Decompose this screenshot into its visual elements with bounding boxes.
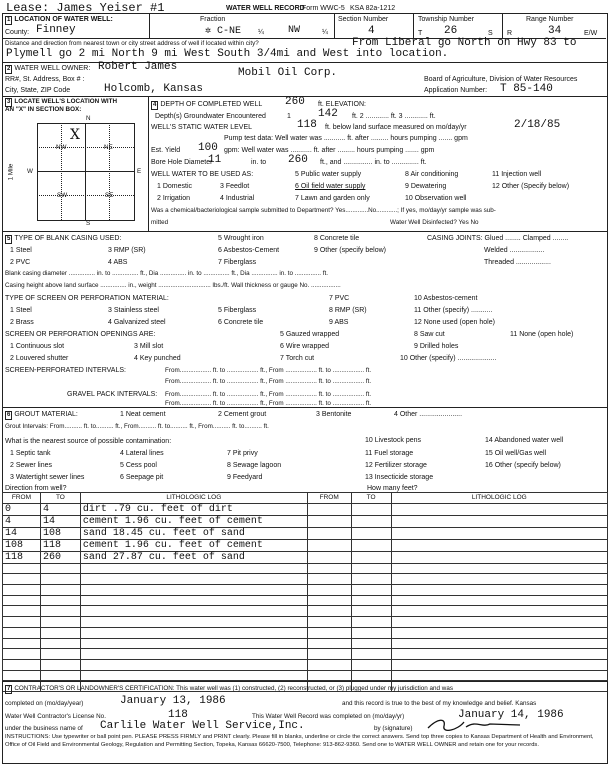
ksa-reference: KSA 82a-1212 (350, 5, 396, 12)
table-row: 4 14 cement 1.96 cu. feet of cement (3, 515, 608, 527)
log-header-to: TO (40, 493, 80, 504)
table-row: 108 118 cement 1.96 cu. feet of cement (3, 539, 608, 551)
form-number: Form WWC-5 (302, 5, 345, 12)
static-level-value: 118 (297, 119, 317, 131)
signature-image (424, 716, 524, 732)
grout-bentonite[interactable]: 3 Bentonite (316, 411, 352, 418)
contam-cess-pool[interactable]: 5 Cess pool (120, 462, 157, 469)
screen-intervals-label: SCREEN-PERFORATED INTERVALS: (5, 367, 126, 374)
township-number: 26 (444, 25, 458, 37)
casing-threaded: Threaded .................. (484, 259, 551, 266)
grout-neat-cement[interactable]: 1 Neat cement (120, 411, 166, 418)
quadrant-se: SE (105, 192, 114, 199)
instructions: INSTRUCTIONS: Use typewriter or ball point pen. PLEASE PRESS FIRMLY and PRINT clearly. Please fill in blanks, underline or circle the correct answers. Send top three copies to Kansas Department of Health and Environment, Office of Oil Field and Environmental Geology, Regulation and Permitting Section, Topeka, Kansas 66620-7500, Telephone: 913-862-9360. Send one to WATER WELL OWNER and retain one for your records. (5, 734, 594, 748)
screen-rmp[interactable]: 8 RMP (SR) (329, 307, 367, 314)
casing-label: 5 TYPE OF BLANK CASING USED: (7, 235, 122, 242)
contam-fuel[interactable]: 11 Fuel storage (365, 450, 414, 457)
table-row (3, 595, 608, 606)
quadrant-nw: NW (56, 144, 67, 151)
business-label: under the business name of (5, 725, 83, 732)
company-name: Mobil Oil Corp. (238, 67, 338, 79)
table-row (3, 659, 608, 670)
gravel-intervals-label: GRAVEL PACK INTERVALS: (67, 391, 158, 398)
contam-sewage-lagoon[interactable]: 8 Sewage lagoon (227, 462, 282, 469)
groundwater-index: 1 (287, 113, 291, 120)
opening-continuous-slot[interactable]: 1 Continuous slot (10, 343, 65, 350)
quarter-mark-2: ¼ (322, 29, 328, 36)
casing-pvc[interactable]: 2 PVC (10, 259, 31, 266)
contamination-label: What is the nearest source of possible contamination: (5, 438, 172, 445)
bore-label: Bore Hole Diameter (151, 159, 213, 166)
distance-label: Distance and direction from nearest town or city street address of well if located within city? (5, 40, 259, 47)
table-row (3, 563, 608, 574)
casing-welded: Welded .................. (484, 247, 545, 254)
completed-label: completed on (mo/day/year) (5, 700, 84, 707)
range-label: Range Number (526, 16, 574, 23)
how-many-feet-label: How many feet? (367, 485, 418, 492)
screen-intervals-2: From.................. ft. to .................. ft., From .................. ft. to .................. ft. (165, 378, 372, 385)
completed-date: January 13, 1986 (120, 695, 226, 707)
license-label: Water Well Contractor's License No. (5, 713, 106, 720)
gravel-intervals-2: From.................. ft. to .................. ft., From .................. ft. to .................. ft. (165, 400, 372, 407)
screen-stainless[interactable]: 3 Stainless steel (108, 307, 159, 314)
use-injection-well[interactable]: 11 Injection well (492, 171, 542, 178)
form-title: WATER WELL RECORD (226, 5, 305, 12)
quadrant-sw: SW (57, 192, 68, 199)
county-value: Finney (36, 24, 76, 36)
contam-fertilizer[interactable]: 12 Fertilizer storage (365, 462, 427, 469)
screen-label: TYPE OF SCREEN OR PERFORATION MATERIAL: (5, 295, 169, 302)
screen-galvanized[interactable]: 4 Galvanized steel (108, 319, 166, 326)
screen-brass[interactable]: 2 Brass (10, 319, 34, 326)
use-lawn-garden[interactable]: 7 Lawn and garden only (295, 195, 370, 202)
license-number: 118 (168, 709, 188, 721)
groundwater-label: Depth(s) Groundwater Encountered (155, 113, 266, 120)
screen-abs[interactable]: 9 ABS (329, 319, 349, 326)
casing-steel[interactable]: 1 Steel (10, 247, 32, 254)
opening-mill-slot[interactable]: 3 Mill slot (134, 343, 164, 350)
grout-other[interactable]: 4 Other ...................... (394, 411, 463, 418)
opening-louvered[interactable]: 2 Louvered shutter (10, 355, 69, 362)
distance-line-1: From Liberal go North on Hwy 83 to (352, 37, 577, 49)
table-row: 0 4 dirt .79 cu. feet of dirt (3, 503, 608, 515)
quarter-mark: ¼ (258, 29, 264, 36)
use-domestic[interactable]: 1 Domestic (157, 183, 193, 190)
table-row (3, 574, 608, 585)
grout-label: 6 GROUT MATERIAL: (7, 411, 78, 418)
casing-rmp[interactable]: 3 RMP (SR) (108, 247, 146, 254)
bore-diameter: 11 (208, 154, 222, 166)
log-header-lithologic: LITHOLOGIC LOG (80, 493, 307, 504)
contam-oil-gas-well[interactable]: 15 Oil well/Gas well (485, 450, 547, 457)
opening-key-punched[interactable]: 4 Key punched (134, 355, 181, 362)
screen-other[interactable]: 11 Other (specify) ........... (414, 307, 493, 314)
board-label: Board of Agriculture, Division of Water Resources (424, 76, 578, 83)
bore-depth: 260 (288, 154, 308, 166)
opening-torch-cut[interactable]: 7 Torch cut (280, 355, 315, 362)
signature-label: by (signature) (374, 725, 413, 732)
casing-other[interactable]: 9 Other (specify below) (314, 247, 386, 254)
location-x-mark: X (70, 127, 80, 143)
section-number: 4 (368, 25, 375, 37)
section-grid (37, 123, 135, 221)
table-row: 118 260 sand 27.87 cu. feet of sand (3, 551, 608, 563)
elevation-label: ft. ELEVATION: (318, 101, 366, 108)
contam-pit-privy[interactable]: 7 Pit privy (227, 450, 258, 457)
opening-other[interactable]: 10 Other (specify) .................... (400, 355, 497, 362)
table-row (3, 649, 608, 660)
section-3-subtitle: AN "X" IN SECTION BOX: (5, 106, 82, 113)
east-label: E (137, 168, 142, 175)
section-1-title: 1 LOCATION OF WATER WELL: (7, 16, 113, 23)
table-row (3, 585, 608, 596)
range-prefix: R (507, 30, 513, 37)
owner-name: Robert James (98, 61, 178, 73)
gravel-intervals-1: From.................. ft. to .................. ft., From .................. ft. to .................. ft. (165, 391, 372, 398)
grout-intervals: Grout Intervals: From.......... ft. to.......... ft., From.......... ft. to.......... ft., From.......... ft. to.......... ft. (5, 423, 269, 430)
table-row: 14 108 sand 18.45 cu. feet of sand (3, 527, 608, 539)
use-feedlot[interactable]: 3 Feedlot (220, 183, 250, 190)
screen-asbestos[interactable]: 10 Asbestos-cement (414, 295, 478, 302)
table-row (3, 617, 608, 628)
bore-to-label: in. to (251, 159, 267, 166)
static-level-label: WELL'S STATIC WATER LEVEL (151, 124, 253, 131)
screen-steel[interactable]: 1 Steel (10, 307, 32, 314)
table-row (3, 627, 608, 638)
log-header-from: FROM (3, 493, 41, 504)
yield-label: Est. Yield (151, 147, 181, 154)
contam-insecticide[interactable]: 13 Insecticide storage (365, 474, 434, 481)
table-row (3, 606, 608, 617)
opening-wire-wrapped[interactable]: 6 Wire wrapped (280, 343, 330, 350)
table-row (3, 670, 608, 681)
contam-livestock[interactable]: 10 Livestock pens (365, 437, 422, 444)
township-suffix: S (488, 30, 493, 37)
city-label: City, State, ZIP Code (5, 87, 71, 94)
application-number: T 85-140 (500, 83, 553, 95)
range-number: 34 (548, 25, 562, 37)
fraction-label: Fraction (200, 16, 226, 23)
disinfected-label: Water Well Disinfected? Yes No (390, 219, 479, 226)
yield-value: 100 (198, 142, 218, 154)
west-label: W (27, 168, 33, 175)
distance-line-2: Plymell go 2 mi North 9 mi West South 3/4mi and West into location. (6, 48, 449, 60)
opening-saw-cut[interactable]: 8 Saw cut (414, 331, 445, 338)
section-number-label: Section Number (338, 16, 389, 23)
static-level-rest: ft. below land surface measured on mo/day/yr (325, 124, 467, 131)
certification-line-1: 7 CONTRACTOR'S OR LANDOWNER'S CERTIFICATION: This water well was (1) constructed, (2) reconstructed, or (3) plugged under my jurisdiction and was (7, 685, 453, 692)
opening-gauzed[interactable]: 5 Gauzed wrapped (280, 331, 340, 338)
record-completed-date: January 14, 1986 (458, 709, 564, 721)
casing-wrought-iron[interactable]: 5 Wrought iron (218, 235, 264, 242)
business-name: Carlile Water Well Service,Inc. (100, 720, 305, 732)
north-label: N (86, 115, 91, 122)
township-label: Township Number (418, 16, 475, 23)
lithologic-log-table (2, 492, 608, 692)
contam-other[interactable]: 16 Other (specify below) (485, 462, 561, 469)
bore-rest: ft., and ............... in. to .............. ft. (320, 159, 427, 166)
use-public-water-supply[interactable]: 5 Public water supply (295, 171, 362, 178)
use-air-conditioning[interactable]: 8 Air conditioning (405, 171, 459, 178)
groundwater-value: 142 (318, 108, 338, 120)
fraction-value: ✲ C-NE (205, 26, 242, 37)
yield-rest: gpm: Well water was ........... ft. after ......... hours pumping ....... gpm (224, 147, 435, 154)
pump-test-label: Pump test data: Well water was ........... ft. after ......... hours pumping ....... gpm (224, 135, 468, 142)
lease-title: Lease: James Yeiser #1 (6, 1, 165, 15)
owner-label: 2 WATER WELL OWNER: (7, 65, 91, 72)
casing-fiberglass[interactable]: 7 Fiberglass (218, 259, 257, 266)
screen-intervals-1: From.................. ft. to .................. ft., From .................. ft. to .................. ft. (165, 367, 372, 374)
casing-height: Casing height above land surface ............... in., weight .............................. lbs./ft. Wall thickness or gauge No. ................. (5, 282, 341, 289)
certification-line-2: and this record is true to the best of my knowledge and belief. Kansas (342, 700, 537, 707)
use-industrial[interactable]: 4 Industrial (220, 195, 255, 202)
contam-watertight[interactable]: 3 Watertight sewer lines (10, 474, 85, 481)
log-header-to-2: TO (351, 493, 391, 504)
record-completed-label: This Water Well Record was completed on (mo/day/yr) (252, 713, 405, 720)
use-irrigation[interactable]: 2 Irrigation (157, 195, 191, 202)
use-oil-field-water-supply[interactable]: 6 Oil field water supply (295, 183, 366, 190)
use-other[interactable]: 12 Other (Specify below) (492, 183, 570, 190)
static-level-date: 2/18/85 (514, 119, 561, 131)
table-row (3, 638, 608, 649)
direction-label: Direction from well? (5, 485, 67, 492)
depth-label: 4 DEPTH OF COMPLETED WELL (153, 101, 263, 108)
mile-label: 1 Mile (7, 163, 15, 181)
contam-lateral[interactable]: 4 Lateral lines (120, 450, 164, 457)
screen-none[interactable]: 12 None used (open hole) (414, 319, 495, 326)
county-label: County: (5, 29, 30, 36)
casing-abs[interactable]: 4 ABS (108, 259, 128, 266)
screen-pvc[interactable]: 7 PVC (329, 295, 350, 302)
log-header-from-2: FROM (307, 493, 351, 504)
screen-fiberglass[interactable]: 5 Fiberglass (218, 307, 257, 314)
casing-joints: CASING JOINTS: Glued ........ Clamped ........ (427, 235, 569, 242)
screen-concrete[interactable]: 6 Concrete tile (218, 319, 264, 326)
casing-asbestos[interactable]: 6 Asbestos-Cement (218, 247, 280, 254)
contam-feedyard[interactable]: 9 Feedyard (227, 474, 263, 481)
groundwater-rest: ft. 2 ............ ft. 3 ............ ft. (352, 113, 436, 120)
range-suffix: E/W (584, 30, 598, 37)
use-dewatering[interactable]: 9 Dewatering (405, 183, 447, 190)
casing-concrete-tile[interactable]: 8 Concrete tile (314, 235, 360, 242)
township-prefix: T (418, 30, 423, 37)
openings-label: SCREEN OR PERFORATION OPENINGS ARE: (5, 331, 156, 338)
use-observation-well[interactable]: 10 Observation well (405, 195, 467, 202)
opening-none[interactable]: 11 None (open hole) (510, 331, 574, 338)
contam-abandoned-well[interactable]: 14 Abandoned water well (485, 437, 564, 444)
south-label: S (86, 220, 91, 227)
application-label: Application Number: (424, 87, 488, 94)
quadrant-ne: NE (104, 144, 113, 151)
contam-septic[interactable]: 1 Septic tank (10, 450, 51, 457)
section-3-title: 3 LOCATE WELL'S LOCATION WITH (7, 98, 118, 105)
chem-sample-mitted: mitted (151, 219, 169, 226)
grout-cement-grout[interactable]: 2 Cement grout (218, 411, 267, 418)
address-label: RR#, St. Address, Box # : (5, 76, 85, 83)
contam-sewer[interactable]: 2 Sewer lines (10, 462, 53, 469)
opening-drilled[interactable]: 9 Drilled holes (414, 343, 459, 350)
contam-seepage[interactable]: 6 Seepage pit (120, 474, 164, 481)
use-label: WELL WATER TO BE USED AS: (151, 171, 254, 178)
log-header-lithologic-2: LITHOLOGIC LOG (391, 493, 607, 504)
fraction-quarter: NW (288, 25, 301, 36)
city-value: Holcomb, Kansas (104, 83, 204, 95)
chem-sample-label: Was a chemical/bacteriological sample submitted to Department? Yes.............No............; If yes, mo/day/yr sample was sub- (151, 207, 496, 214)
depth-value: 260 (285, 96, 305, 108)
casing-diameter: Blank casing diameter ............... in. to ............... ft., Dia ............... in. to ............... ft., Dia ............... in. to ............... ft. (5, 270, 328, 277)
